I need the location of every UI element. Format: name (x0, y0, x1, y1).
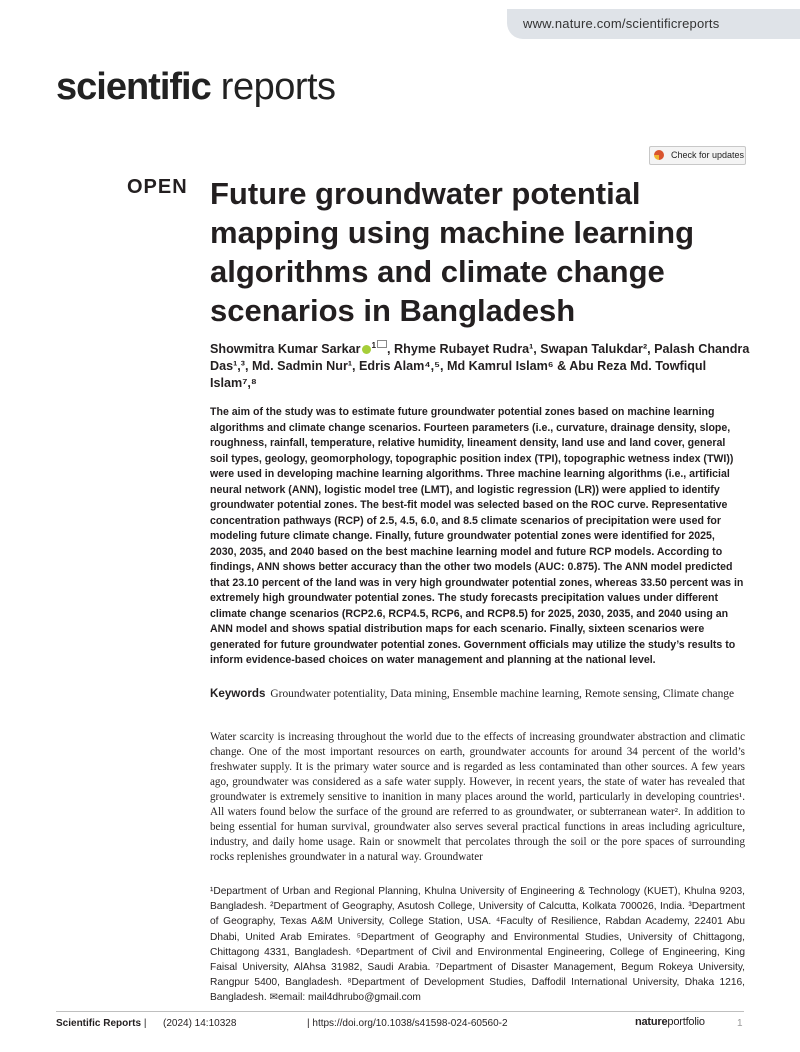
keywords-label: Keywords (210, 687, 266, 700)
check-for-updates-label: Check for updates (671, 150, 745, 160)
journal-logo[interactable] (56, 66, 336, 109)
journal-logo-bold: scientific (56, 66, 211, 108)
footer-doi-link[interactable]: | https://doi.org/10.1038/s41598-024-60560-2 (307, 1018, 508, 1029)
introduction-paragraph: Water scarcity is increasing throughout the world due to the effects of increasing groundwater abstraction and climatic change. One of the most important resources on earth, groundwater accounts for around 34 percent of the world’s freshwater supply. It is the primary water source and is regarded as less contaminated than other sources. A few years ago, groundwater was considered as a safe water supply. However, in recent years, the state of water has revealed that groundwater is extremely sensitive to inanition in many places around the world, particularly in developing countries¹. All waters found below the surface of the ground are referred to as groundwater, or subterranean water². In addition to being essential for human survival, groundwater also serves several practical functions in areas including agriculture, industry, and daily home usage. Rain or snowmelt that percolates through the soil or the pore spaces of surrounding rocks replenishes groundwater in a natural way. Groundwater (210, 731, 745, 863)
brand-light: portfolio (667, 1016, 705, 1028)
check-for-updates-button[interactable] (649, 146, 746, 165)
page-number: 1 (737, 1018, 743, 1029)
journal-logo-light: reports (210, 66, 336, 108)
affiliations: ¹Department of Urban and Regional Planning, Khulna University of Engineering & Technology (KUET), Khulna 9203, Bangladesh. ²Department of Geography, Asutosh College, University of Calcutta, Kolkata 700026, India. ³Department of Geography, Texas A&M University, College Station, USA. ⁴Faculty of Resilience, Rabdan Academy, 22401 Abu Dhabi, United Arab Emirates. ⁵Department of Geography and Environmental Studies, University of Chittagong, Chittagong 4331, Bangladesh. ⁶Department of Civil and Environmental Engineering, College of Engineering, King Faisal University, AlAhsa 31982, Saudi Arabia. ⁷Department of Disaster Management, Begum Rokeya University, Rangpur 5400, Bangladesh. ⁸Department of Development Studies, Daffodil International University, Dhaka 1216, Bangladesh. ✉email: mail4dhrubo@gmail.com (210, 886, 745, 1004)
author-list (210, 340, 750, 392)
abstract: The aim of the study was to estimate future groundwater potential zones based on machine learning algorithms and climate change scenarios. Fourteen parameters (i.e., curvature, drainage density, slope, roughness, rainfall, temperature, relative humidity, lineament density, land use and land cover, general soil types, geology, geomorphology, topographic position index (TPI), topographic wetness index (TWI)) were used in developing machine learning algorithms. Three machine learning algorithms (i.e., artificial neural network (ANN), logistic model tree (LMT), and logistic regression (LR)) were applied to identify groundwater potential zones. The best-fit model was selected based on the ROC curve. Representative concentration pathways (RCP) of 2.5, 4.5, 6.0, and 8.5 climate scenarios of precipitation were used for modeling future climate change. Finally, future groundwater potential zones were identified for 2025, 2030, 2035, and 2040 based on the best machine learning model and future RCP models. According to findings, ANN shows better accuracy than the other two models (AUC: 0.875). The ANN model predicted that 23.10 percent of the land was in very high groundwater potential zones, whereas 33.50 percent was in extremely high groundwater potential zones. The study forecasts precipitation values under different climate change scenarios (RCP2.6, RCP4.5, RCP6, and RCP8.5) for 2025, 2030, 2035, and 2040 using an ANN model and shows spatial distribution maps for each scenario. Finally, sixteen scenarios were generated for future groundwater potential zones. Government officials may utilize the study’s results to inform evidence-based choices on water management and planning at the national level. (210, 406, 744, 666)
keywords-block (210, 686, 744, 702)
article-title: Future groundwater potential mapping using machine learning algorithms and climate change scenarios in Bangladesh (210, 176, 695, 328)
author-rest: , Rhyme Rubayet Rudra¹, Swapan Talukdar², Palash Chandra Das¹,³, Md. Sadmin Nur¹, Edris Alam⁴,⁵, Md Kamrul Islam⁶ & Abu Reza Md. Towfiqul Islam⁷,⁸ (210, 342, 750, 391)
footer-separator: | (143, 1018, 147, 1029)
footer-divider (56, 1011, 744, 1012)
footer-journal-name: Scientific Reports (56, 1018, 142, 1029)
crossmark-icon (654, 150, 664, 160)
footer-journal (56, 1018, 146, 1029)
brand-bold: nature (635, 1016, 668, 1028)
keywords-text: Groundwater potentiality, Data mining, Ensemble machine learning, Remote sensing, Climate change (270, 688, 735, 700)
author-first-affil: 1 (371, 341, 377, 350)
author-first[interactable]: Showmitra Kumar Sarkar (210, 342, 361, 357)
open-access-label: OPEN (127, 176, 188, 198)
email-icon[interactable] (377, 340, 387, 348)
nature-portfolio-logo (635, 1016, 705, 1028)
journal-url-link[interactable]: www.nature.com/scientificreports (523, 16, 720, 31)
footer-year-volume: (2024) 14:10328 (163, 1018, 237, 1029)
